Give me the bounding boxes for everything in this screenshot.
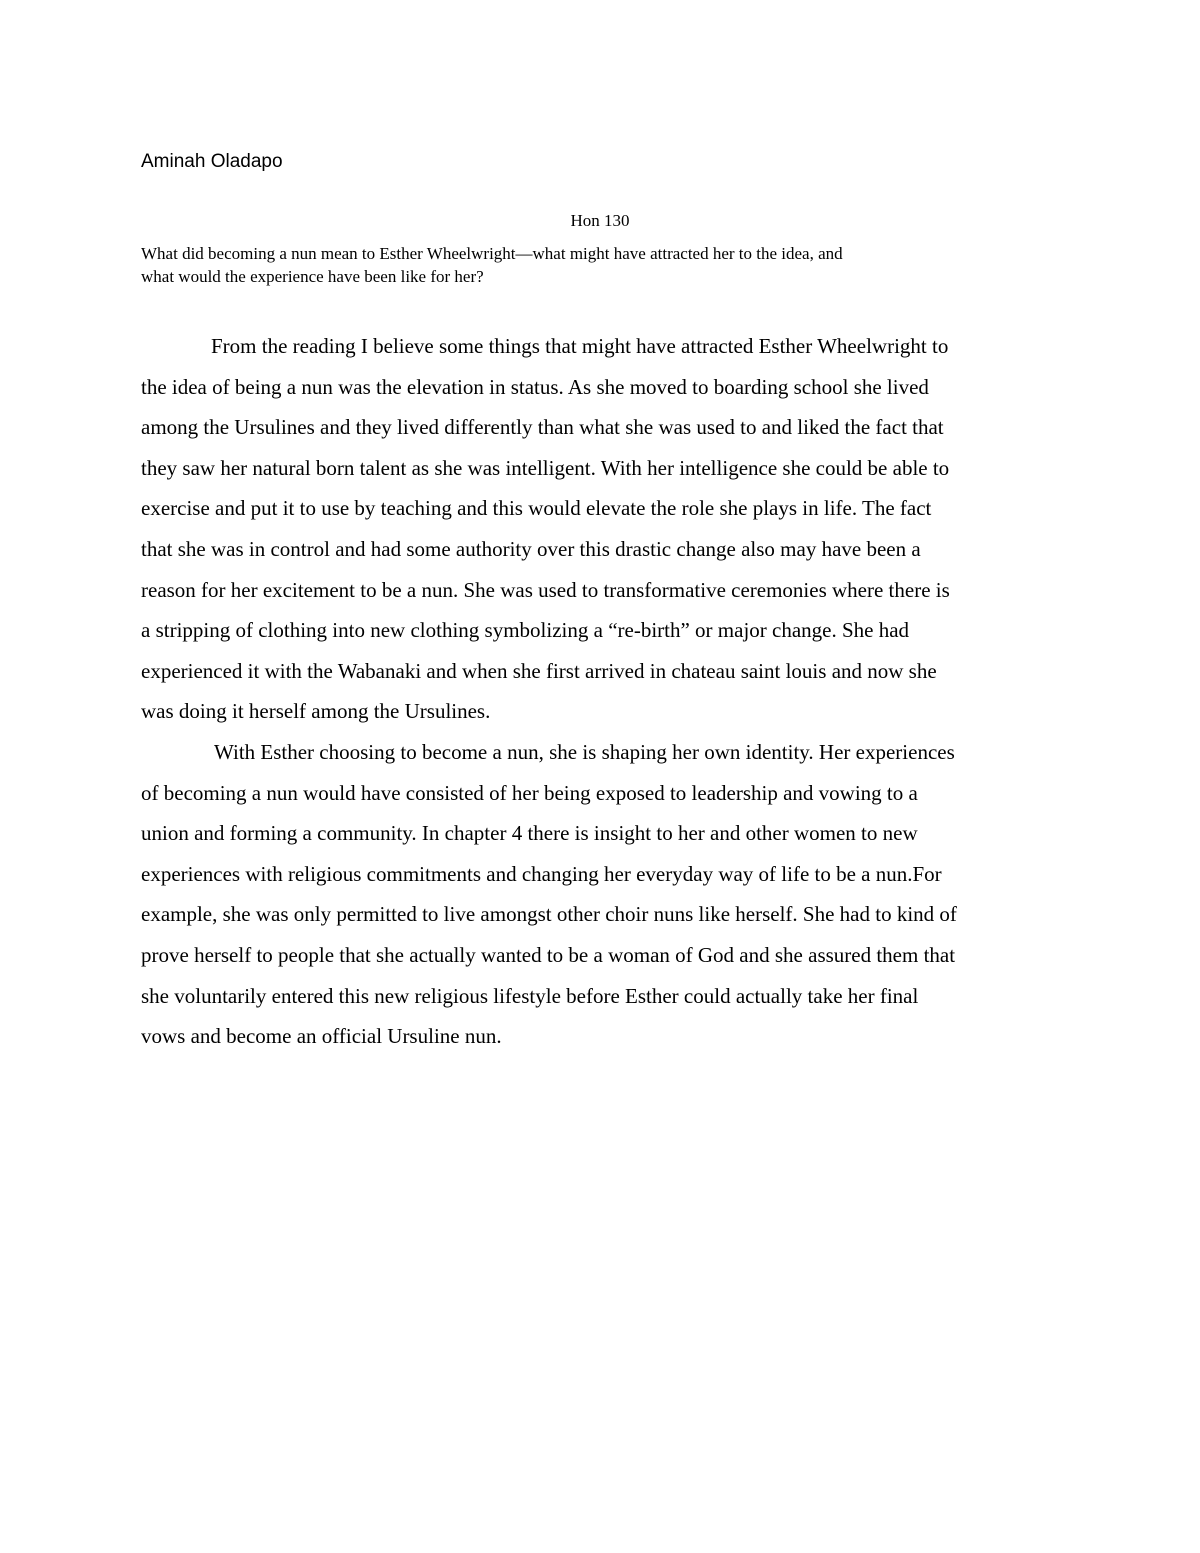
essay-line: they saw her natural born talent as she was intelligent. With her intelligence she could be able to bbox=[141, 455, 950, 480]
essay-line: union and forming a community. In chapter 4 there is insight to her and other women to new bbox=[141, 821, 918, 846]
essay-line: example, she was only permitted to live amongst other choir nuns like herself. She had to kind of bbox=[141, 902, 957, 927]
paragraph-2 bbox=[141, 732, 957, 1057]
essay-line bbox=[141, 732, 957, 773]
essay-line: experienced it with the Wabanaki and when she first arrived in chateau saint louis and now she bbox=[141, 658, 937, 683]
essay-line: among the Ursulines and they lived differently than what she was used to and liked the fact that bbox=[141, 415, 944, 440]
paragraph-1 bbox=[141, 326, 957, 732]
essay-line bbox=[141, 326, 957, 367]
prompt-line: What did becoming a nun mean to Esther Wheelwright—what might have attracted her to the idea, and bbox=[141, 244, 843, 263]
essay-line-text: With Esther choosing to become a nun, she is shaping her own identity. Her experiences bbox=[214, 739, 955, 764]
author-name: Aminah Oladapo bbox=[141, 151, 283, 172]
essay-line: reason for her excitement to be a nun. She was used to transformative ceremonies where there is bbox=[141, 577, 950, 602]
essay-line: vows and become an official Ursuline nun. bbox=[141, 1024, 502, 1049]
essay-line: was doing it herself among the Ursulines. bbox=[141, 699, 491, 724]
prompt-line: what would the experience have been like for her? bbox=[141, 267, 484, 286]
essay-line: exercise and put it to use by teaching and this would elevate the role she plays in life. The fact bbox=[141, 496, 932, 521]
essay-body bbox=[141, 326, 957, 1057]
essay-line: a stripping of clothing into new clothing symbolizing a “re-birth” or major change. She had bbox=[141, 618, 910, 643]
essay-prompt bbox=[141, 242, 843, 288]
essay-line: prove herself to people that she actually wanted to be a woman of God and she assured them that bbox=[141, 942, 956, 967]
essay-line: of becoming a nun would have consisted of her being exposed to leadership and vowing to a bbox=[141, 780, 918, 805]
essay-line-text: From the reading I believe some things that might have attracted Esther Wheelwright to bbox=[211, 334, 949, 358]
essay-line: experiences with religious commitments and changing her everyday way of life to be a nun.For bbox=[141, 861, 942, 886]
essay-line: the idea of being a nun was the elevation in status. As she moved to boarding school she lived bbox=[141, 374, 929, 399]
essay-line: she voluntarily entered this new religious lifestyle before Esther could actually take her final bbox=[141, 983, 919, 1008]
essay-line: that she was in control and had some authority over this drastic change also may have been a bbox=[141, 536, 921, 561]
course-title: Hon 130 bbox=[570, 211, 630, 230]
